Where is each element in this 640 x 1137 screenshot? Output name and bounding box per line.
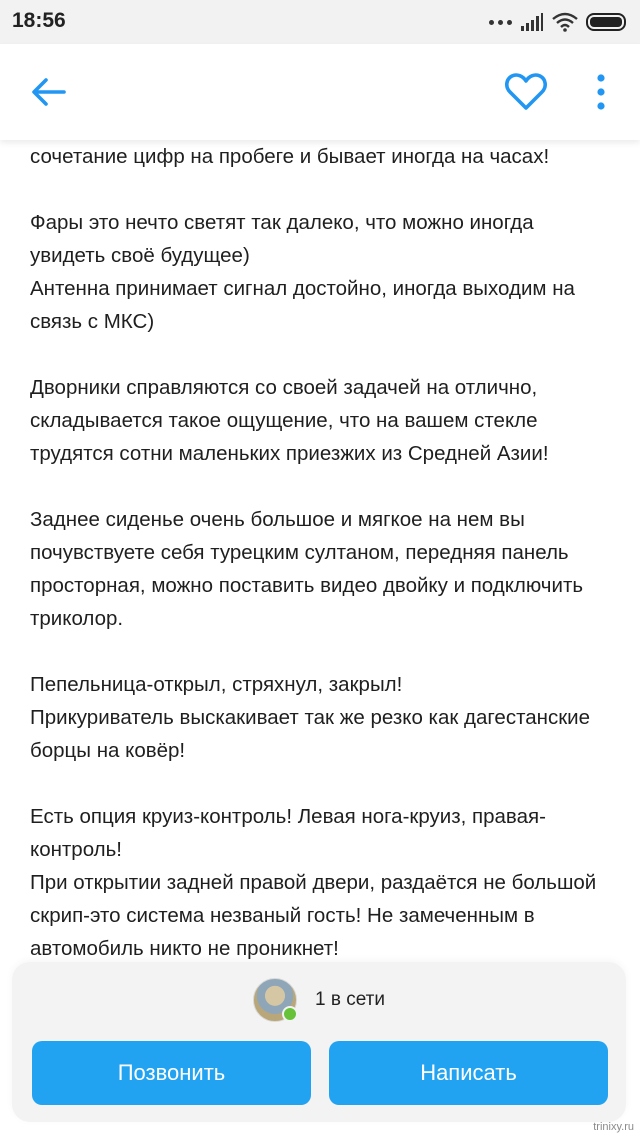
text-line: почувствуете себя турецким султаном, передняя панель [30, 541, 569, 564]
text-line: трудятся сотни маленьких приезжих из Средней Азии! [30, 442, 549, 465]
favorite-button[interactable] [504, 70, 548, 114]
text-line: просторная, можно поставить видео двойку и подключить [30, 574, 584, 597]
text-line: скрип-это система незваный гость! Не замеченным в [30, 904, 535, 927]
online-indicator-icon [282, 1006, 298, 1022]
text-line: Фары это нечто светят так далеко, что можно иногда [30, 211, 534, 234]
avatar[interactable] [253, 978, 297, 1022]
battery-icon [586, 13, 626, 31]
more-vertical-icon [588, 70, 614, 114]
text-line: борцы на ковёр! [30, 739, 186, 762]
back-arrow-icon [28, 72, 68, 112]
more-options-button[interactable] [588, 70, 614, 114]
wifi-icon [552, 12, 578, 32]
ad-description [30, 140, 620, 965]
write-message-button[interactable] [329, 1041, 608, 1105]
status-time: 18:56 [12, 9, 66, 32]
more-dots-icon [489, 20, 512, 25]
status-icons [489, 10, 626, 34]
app-bar [0, 44, 640, 140]
text-line: Пепельница-открыл, стряхнул, закрыл! [30, 673, 403, 696]
write-button-label: Написать [420, 1060, 517, 1085]
text-line: Заднее сиденье очень большое и мягкое на нем вы [30, 508, 525, 531]
text-line: Антенна принимает сигнал достойно, иногда выходим на [30, 277, 575, 300]
text-line: Есть опция круиз-контроль! Левая нога-круиз, правая- [30, 805, 546, 828]
online-count: 1 в сети [315, 989, 385, 1010]
text-line: При открытии задней правой двери, раздаётся не большой [30, 871, 597, 894]
text-line: складывается такое ощущение, что на вашем стекле [30, 409, 538, 432]
text-line: автомобиль никто не проникнет! [30, 937, 339, 960]
call-button-label: Позвонить [117, 1060, 226, 1085]
watermark: trinixy.ru [593, 1121, 634, 1133]
text-line: Дворники справляются со своей задачей на отлично, [30, 376, 538, 399]
text-line: Прикуриватель выскакивает так же резко как дагестанские [30, 706, 591, 729]
text-line: сочетание цифр на пробеге и бывает иногда на часах! [30, 145, 550, 168]
text-line: увидеть своё будущее) [30, 244, 250, 267]
contact-card [12, 962, 626, 1122]
back-button[interactable] [28, 72, 68, 112]
signal-icon [520, 12, 544, 32]
online-status [12, 978, 626, 1022]
call-button[interactable] [32, 1041, 311, 1105]
status-bar [0, 0, 640, 44]
text-line: триколор. [30, 607, 124, 630]
text-line: связь с МКС) [30, 310, 155, 333]
text-line: контроль! [30, 838, 122, 861]
heart-icon [504, 70, 548, 114]
